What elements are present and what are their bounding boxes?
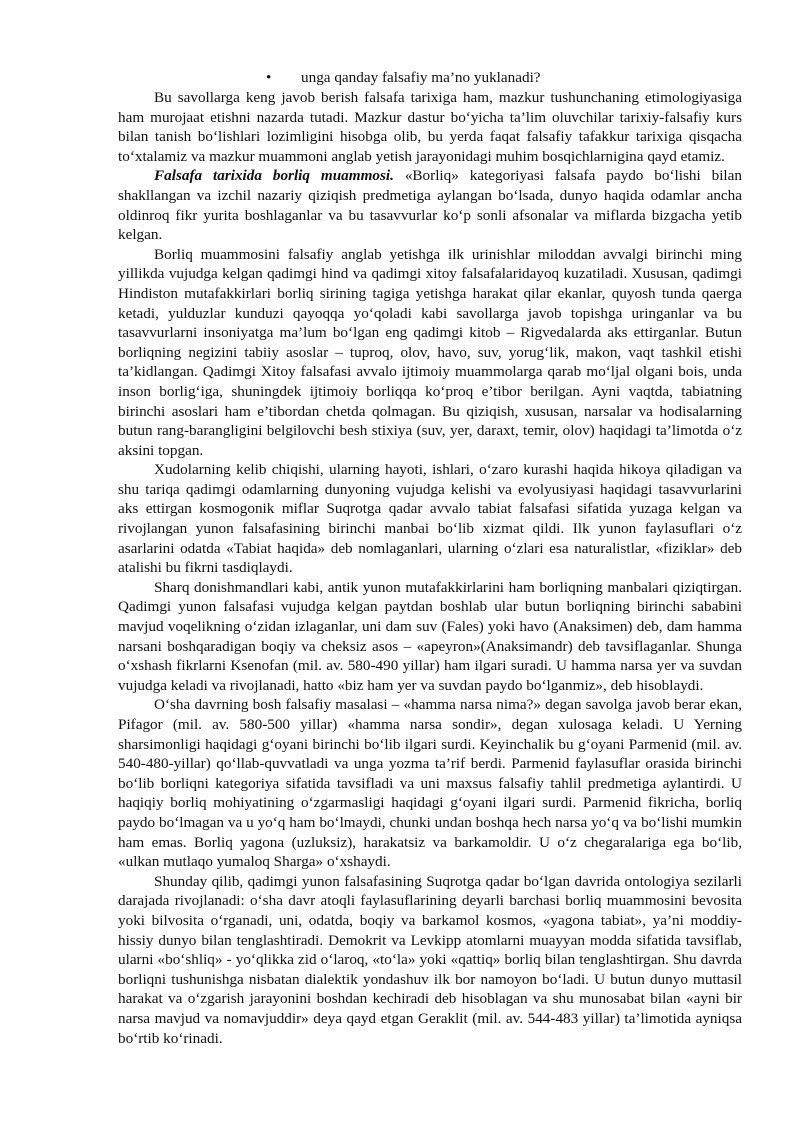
paragraph — [118, 578, 742, 696]
paragraph-text: Sharq donishmandlari kabi, antik yunon mutafakkirlarini ham borliqning manbalari qiziqtirgan. Qadimgi yunon falsafasi vujudga kelgan paytdan boshlab ular butun borliqning birinchi sababini mavjud voqelikning o‘zidan izlaganlar, uni dam suv (Fales) yoki havo (Anaksimen) deb, dam hamma narsani boshqaradigan boqiy va cheksiz asos – «apeyron»(Anaksimandr) deb tavsiflaganlar. Shunga o‘xshash fikrlarni Ksenofan (mil. av. 580-490 yillar) ham ilgari suradi. U hamma narsa yer va suvdan vujudga keladi va rivojlanadi, hatto «biz ham yer va suvdan paydo bo‘lganmiz», deb hisoblaydi. — [118, 578, 742, 694]
paragraph-text: O‘sha davrning bosh falsafiy masalasi – «hamma narsa nima?» degan savolga javob berar ekan, Pifagor (mil. av. 580-500 yillar) «hamma narsa sondir», degan xulosaga keladi. U Yerning sharsimonligi haqidagi g‘oyani birinchi bo‘lib ilgari surdi. Keyinchalik bu g‘oyani Parmenid (mil. av. 540-480-yillar) qo‘llab-quvvatladi va unga yozma ta’rif berdi. Parmenid faylasuflar orasida birinchi bo‘lib borliqni kategoriya sifatida tavsifladi va uni maxsus falsafiy tahlil predmetiga aylantirdi. U haqiqiy borliq mohiyatining o‘zgarmasligi haqidagi g‘oyani ilgari surdi. Parmenid fikricha, borliq paydo bo‘lmagan va u yo‘q ham bo‘lmaydi, chunki undan boshqa hech narsa yo‘q va bo‘lishi mumkin ham emas. Borliq yagona (uzluksiz), harakatsiz va barkamoldir. U o‘z chegaralariga ega bo‘lib, «ulkan mutlaqo yumaloq Sharga» o‘xshaydi. — [118, 696, 742, 871]
bullet-text: unga qanday falsafiy ma’no yuklanadi? — [301, 69, 541, 86]
document-page — [118, 68, 742, 1048]
paragraph-text: Xudolarning kelib chiqishi, ularning hayoti, ishlari, o‘zaro kurashi haqida hikoya qiladigan va shu tariqa qadimgi odamlarning dunyoning vujudga kelishi va evolyusiyasi haqidagi tasavvurlarini aks ettirgan kosmogonik miflar Suqrotga qadar avvalo tabiat falsafasi sifatida yuzaga kelgan va rivojlangan yunon falsafasining birinchi manbai bo‘lib xizmat qildi. Ilk yunon faylasuflari o‘z asarlarini odatda «Tabiat haqida» deb nomlaganlari, ularning o‘zlari esa naturalistlar, «fiziklar» deb atalishi bu fikrni tasdiqlaydi. — [118, 461, 742, 577]
paragraph — [118, 695, 742, 871]
paragraph-text: Shunday qilib, qadimgi yunon falsafasining Suqrotga qadar bo‘lgan davrida ontologiya sezilarli darajada rivojlanadi: o‘sha davr atoqli faylasuflarining deyarli barchasi borliq muammosini bevosita yoki bilvosita o‘rganadi, uni, odatda, boqiy va barkamol kosmos, «yagona tabiat», ya’ni moddiy-hissiy dunyo bilan tenglashtiradi. Demokrit va Levkipp atomlarni muayyan modda sifatida tavsiflab, ularni «bo‘shliq» - yo‘qlikka zid o‘laroq, «to‘la» yoki «qattiq» borliq bilan tenglashtirgan. Shu davrda borliqni tushunishga nisbatan dialektik yondashuv ilk bor namoyon bo‘ladi. U butun dunyo muttasil harakat va o‘zgarish jarayonini boshdan kechiradi deb hisoblagan va shu munosabat bilan «ayni bir narsa mavjud va nomavjuddir» deya qayd etgan Geraklit (mil. av. 544-483 yillar) ta’limotida ayniqsa bo‘rtib ko‘rinadi. — [118, 872, 742, 1047]
bullet-item — [118, 68, 742, 88]
paragraph — [118, 245, 742, 461]
section-heading: Falsafa tarixida borliq muammosi. — [154, 167, 394, 185]
paragraph-text: «Borliq» kategoriyasi falsafa paydo bo‘lishi bilan shakllangan va izchil nazariy qiziqish predmetiga aylangan bo‘lsada, dunyo haqida odamlar ancha oldinroq fikr yurita boshlaganlar va bu tasavvurlar ko‘p sonli afsonalar va miflarda bizgacha yetib kelgan. — [118, 167, 742, 244]
paragraph — [118, 88, 742, 166]
bullet-icon: • — [266, 69, 272, 86]
paragraph-text: Bu savollarga keng javob berish falsafa tarixiga ham, mazkur tushunchaning etimologiyasiga ham murojaat etishni nazarda tutadi. Mazkur dastur bo‘yicha ta’lim oluvchilar tarixiy-falsafiy kurs bilan tanish bo‘lishlari lozimligini hisobga olib, bu yerda faqat falsafiy tafakkur tarixiga qisqacha to‘xtalamiz va mazkur muammoni anglab yetish jarayonidagi muhim bosqichlarnigina qayd etamiz. — [118, 89, 742, 165]
paragraph — [118, 460, 742, 578]
paragraph-text: Borliq muammosini falsafiy anglab yetishga ilk urinishlar miloddan avvalgi birinchi ming yillikda vujudga kelgan qadimgi hind va qadimgi xitoy falsafalaridayoq kuzatiladi. Xususan, qadimgi Hindiston mutafakkirlari borliq sirining tagiga yetishga harakat qilar ekanlar, quyosh tunda qaerga ketadi, yulduzlar kunduzi qayoqqa yo‘qoladi kabi savollarga javob topishga uringanlar va bu tasavvurlarni insoniyatga ma’lum bo‘lgan eng qadimgi kitob – Rigvedalarda aks ettirganlar. Butun borliqning negizini tabiiy asoslar – tuproq, olov, havo, suv, yorug‘lik, makon, vaqt tashkil etishi ta’kidlangan. Qadimgi Xitoy falsafasi avvalo ijtimoiy muammolarga qarab mo‘ljal olgani bois, unda inson borlig‘iga, shuningdek ijtimoiy borliqqa ko‘proq e’tibor berilgan. Ayni vaqtda, tabiatning birinchi asoslari ham e’tibordan chetda qolmagan. Bu qiziqish, xususan, narsalar va hodisalarning butun rang-barangligini belgilovchi besh stixiya (suv, yer, daraxt, temir, olov) haqidagi ta’limotda o‘z aksini topgan. — [118, 245, 742, 459]
paragraph — [118, 872, 742, 1048]
paragraph — [118, 166, 742, 244]
